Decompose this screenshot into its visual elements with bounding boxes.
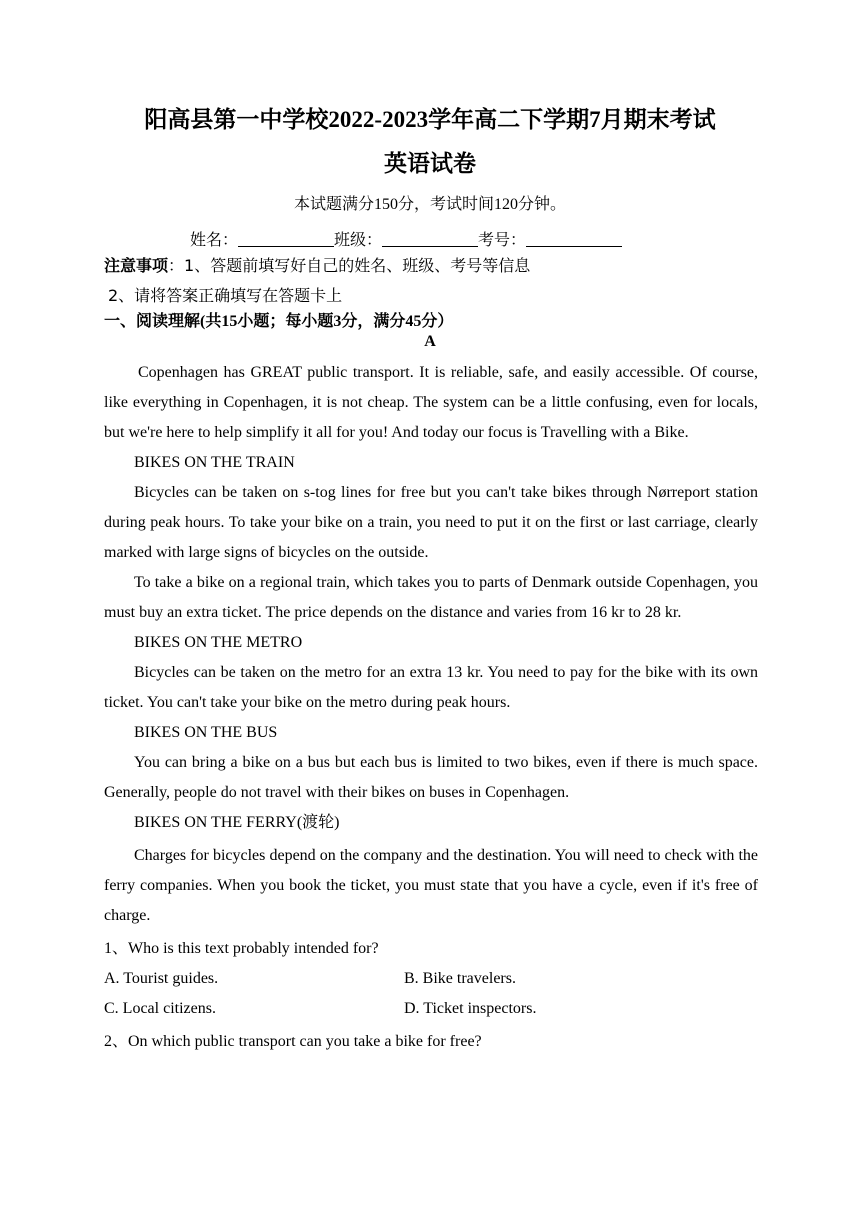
exam-title: 阳高县第一中学校2022-2023学年高二下学期7月期末考试: [144, 107, 716, 132]
exam-subject: 英语试卷: [384, 151, 476, 176]
name-blank: [238, 230, 334, 247]
passage-body: [104, 358, 758, 1057]
student-fields: [190, 229, 622, 253]
paragraph-train-2: To take a bike on a regional train, which takes you to parts of Denmark outside Copenhagen, you must buy an extra ticket. The price depends on the distance and varies from 16 kr to 28 kr.: [104, 574, 758, 621]
class-label: 班级：: [334, 232, 383, 249]
option-c[interactable]: C. Local citizens.: [104, 1000, 216, 1017]
notes-line-1: [104, 254, 530, 278]
paragraph-bus: You can bring a bike on a bus but each bus is limited to two bikes, even if there is much space. Generally, people do not travel with their bikes on buses in Copenhagen.: [104, 754, 758, 801]
paragraph-ferry: Charges for bicycles depend on the company and the destination. You will need to check with the ferry companies. When you book the ticket, you must state that you have a cycle, even if it's free of charge.: [104, 847, 758, 924]
question-1-stem: 1、Who is this text probably intended for?: [104, 940, 379, 957]
exam-info: 本试题满分150分，考试时间120分钟。: [293, 196, 566, 213]
question-1-options-row-1: [104, 964, 758, 994]
id-blank: [526, 230, 622, 247]
id-label: 考号：: [478, 232, 527, 249]
notes-label: 注意事项: [104, 256, 169, 275]
section-title: 一、阅读理解(共15小题；每小题3分，满分45分）: [104, 313, 454, 330]
heading-train: BIKES ON THE TRAIN: [134, 454, 295, 471]
paragraph-train-1: Bicycles can be taken on s-tog lines for free but you can't take bikes through Nørreport station during peak hours. To take your bike on a train, you need to put it on the first or last carriage, clearly marked with large signs of bicycles on the outside.: [104, 484, 758, 561]
passage-intro: Copenhagen has GREAT public transport. It is reliable, safe, and easily accessible. Of course, like everything in Copenhagen, it is not cheap. The system can be a little confusing, even for locals, but we're here to help simplify it all for you! And today our focus is Travelling with a Bike.: [104, 364, 758, 441]
passage-label: A: [424, 333, 436, 350]
heading-metro: BIKES ON THE METRO: [134, 634, 303, 651]
paragraph-metro: Bicycles can be taken on the metro for an extra 13 kr. You need to pay for the bike with its own ticket. You can't take your bike on the metro during peak hours.: [104, 664, 758, 711]
question-1-options-row-2: [104, 994, 758, 1024]
question-2-stem: 2、On which public transport can you take a bike for free?: [104, 1033, 482, 1050]
notes-line-2: 2、请将答案正确填写在答题卡上: [108, 286, 343, 305]
option-b[interactable]: B. Bike travelers.: [404, 970, 516, 987]
heading-bus: BIKES ON THE BUS: [134, 724, 278, 741]
option-d[interactable]: D. Ticket inspectors.: [404, 1000, 537, 1017]
class-blank: [382, 230, 478, 247]
name-label: 姓名：: [190, 232, 239, 249]
notes-text-1: ：1、答题前填写好自己的姓名、班级、考号等信息: [168, 256, 531, 275]
option-a[interactable]: A. Tourist guides.: [104, 970, 219, 987]
heading-ferry: BIKES ON THE FERRY(渡轮): [134, 814, 340, 831]
